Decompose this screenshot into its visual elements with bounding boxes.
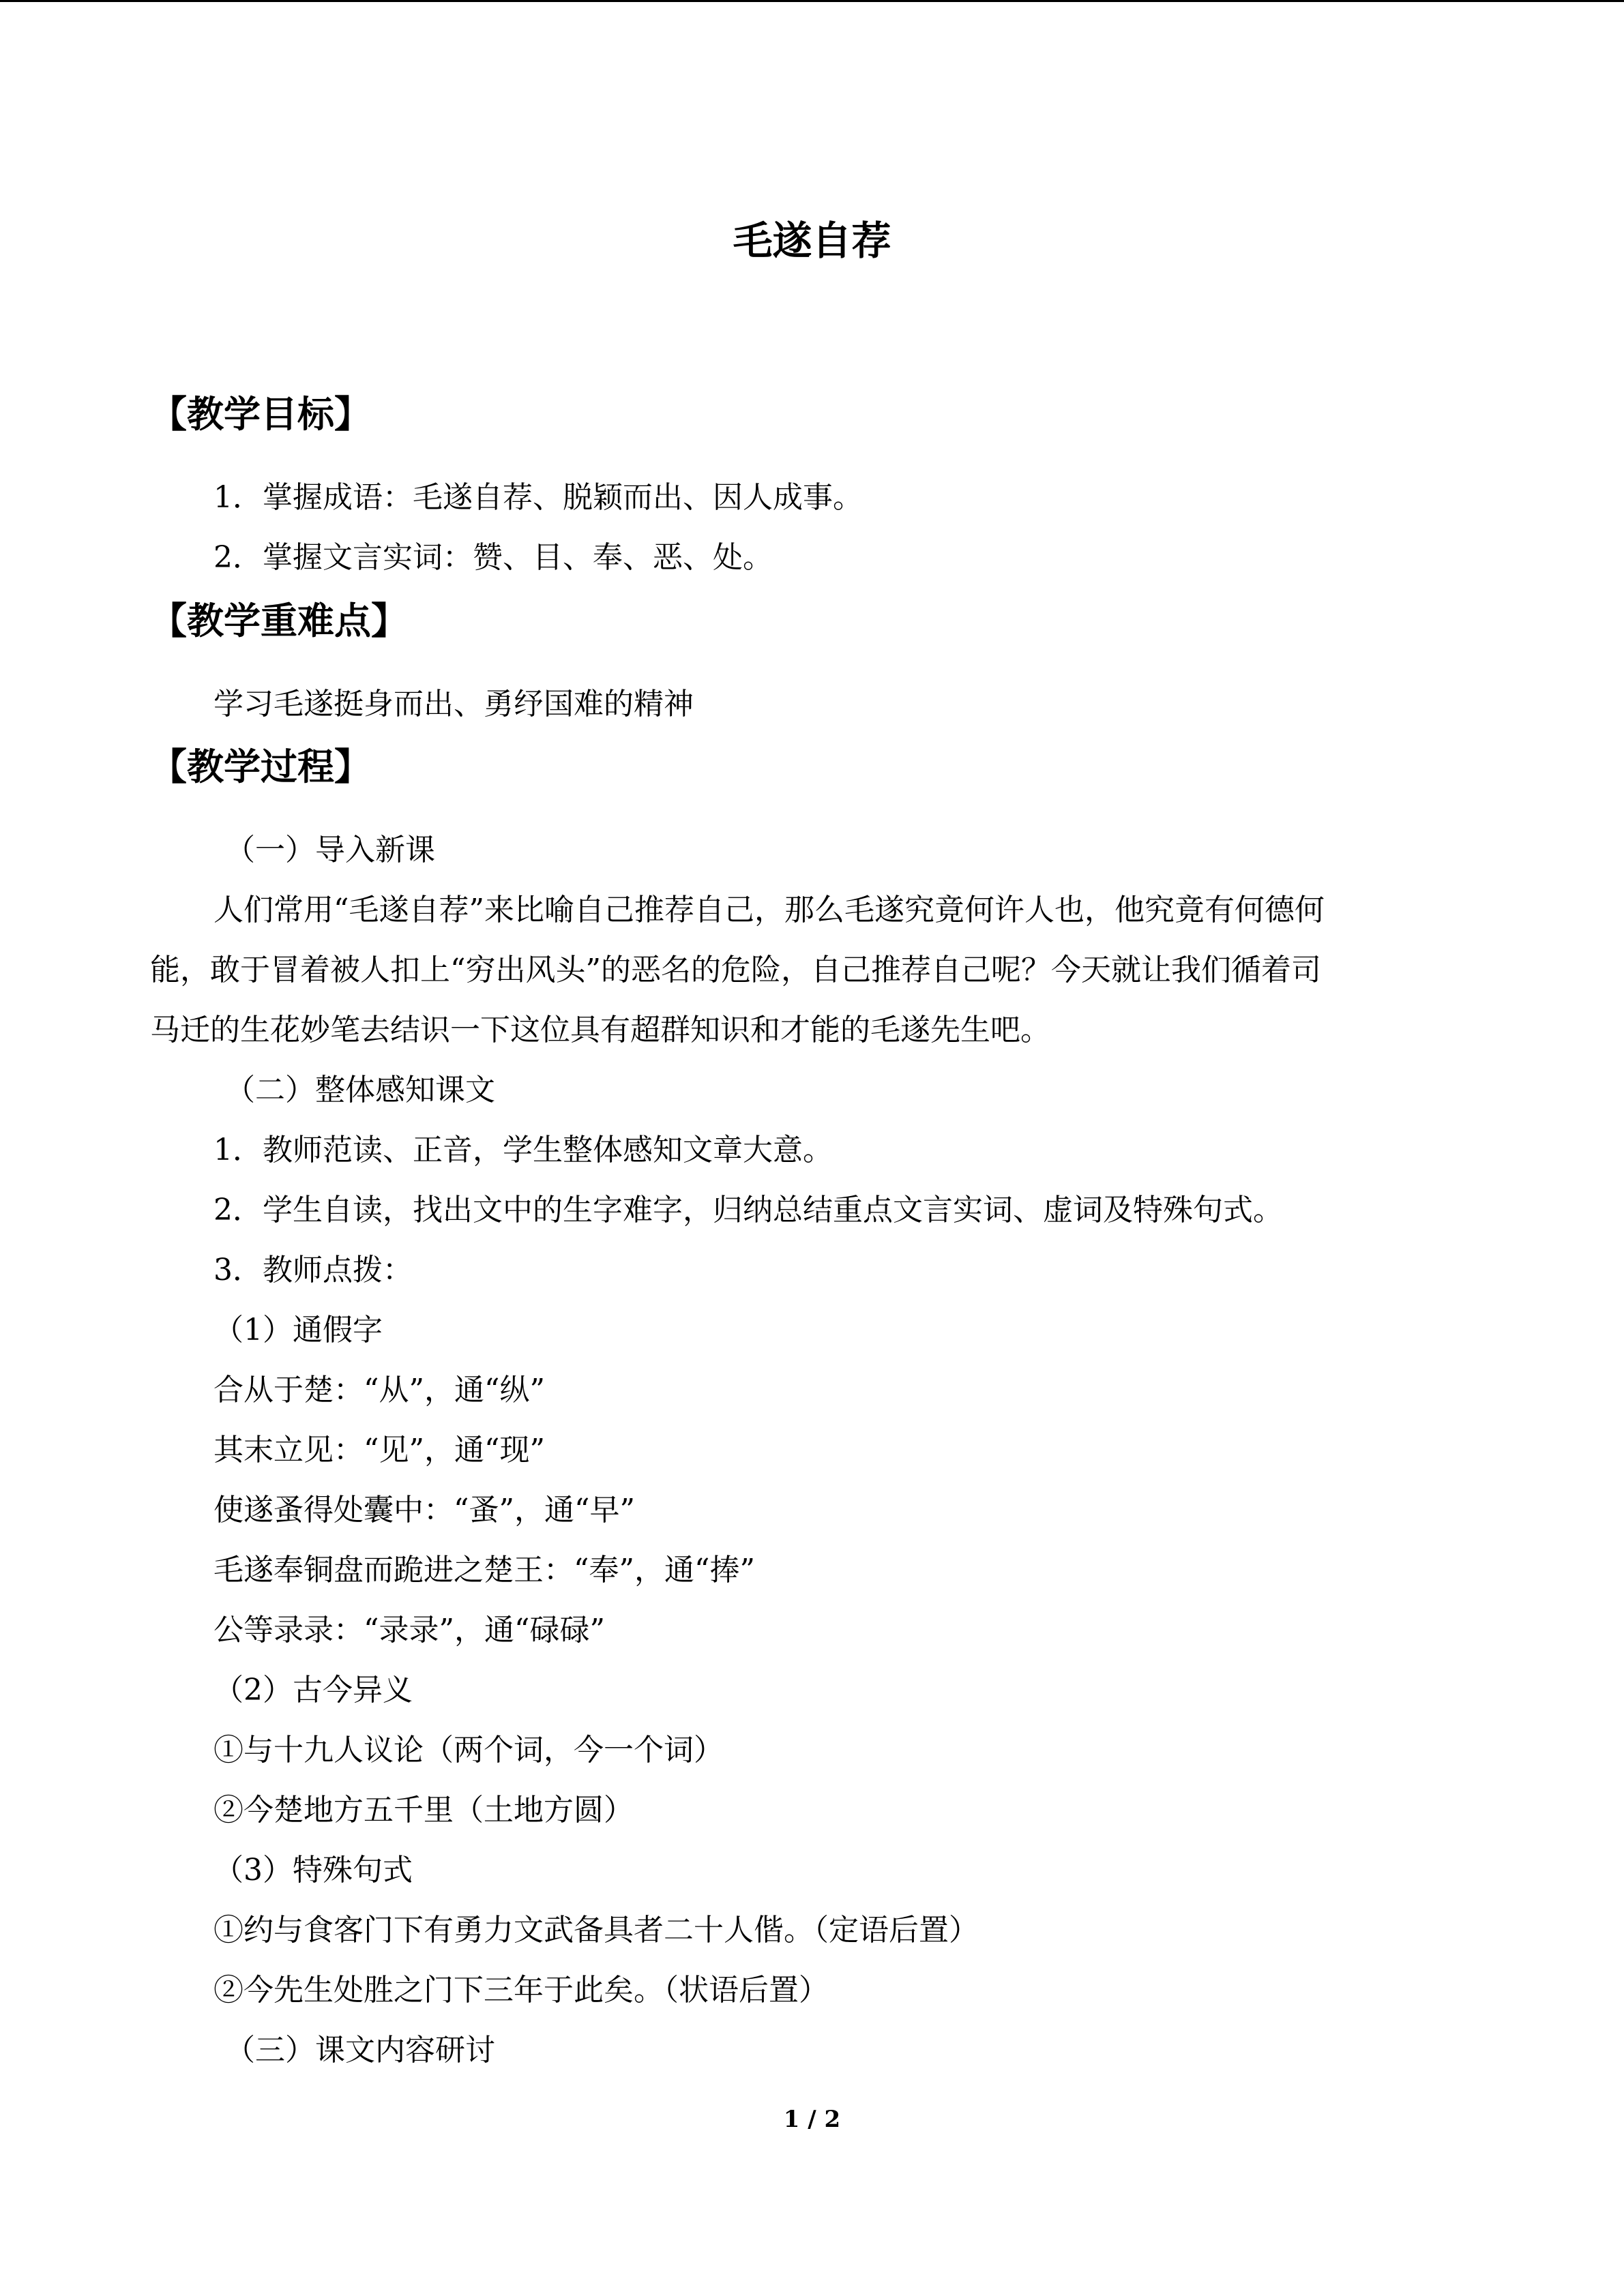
overview-step-1: 1．教师范读、正音，学生整体感知文章大意。 bbox=[213, 1133, 833, 1167]
subheading-tongjiazi: （1）通假字 bbox=[213, 1313, 383, 1347]
objective-item-1: 1．掌握成语：毛遂自荐、脱颖而出、因人成事。 bbox=[213, 480, 863, 515]
intro-paragraph-line-3: 马迁的生花妙笔去结识一下这位具有超群知识和才能的毛遂先生吧。 bbox=[150, 1013, 1050, 1047]
process-subheading-discussion: （三）课文内容研讨 bbox=[225, 2033, 495, 2068]
document-title: 毛遂自荐 bbox=[733, 218, 891, 264]
subheading-gujin-yiyi: （2）古今异义 bbox=[213, 1673, 413, 1708]
tongjiazi-item-2: 其末立见：“见”，通“现” bbox=[213, 1433, 545, 1467]
subheading-special-sentences: （3）特殊句式 bbox=[213, 1853, 413, 1888]
section-heading-objectives: 【教学目标】 bbox=[150, 393, 371, 436]
section-heading-key-points: 【教学重难点】 bbox=[150, 599, 408, 642]
process-subheading-overview: （二）整体感知课文 bbox=[225, 1073, 495, 1107]
objective-item-2: 2．掌握文言实词：赞、目、奉、恶、处。 bbox=[213, 540, 773, 575]
overview-step-3: 3．教师点拨： bbox=[213, 1253, 413, 1287]
gujin-yiyi-item-2: ②今楚地方五千里（土地方圆） bbox=[213, 1793, 634, 1828]
gujin-yiyi-item-1: ①与十九人议论（两个词，今一个词） bbox=[213, 1733, 724, 1768]
intro-paragraph-line-2: 能，敢于冒着被人扣上“穷出风头”的恶名的危险，自己推荐自己呢？今天就让我们循着司 bbox=[150, 953, 1321, 987]
process-subheading-intro: （一）导入新课 bbox=[225, 833, 435, 867]
special-sentence-item-1: ①约与食客门下有勇力文武备具者二十人偕。（定语后置） bbox=[213, 1913, 979, 1948]
tongjiazi-item-3: 使遂蚤得处囊中：“蚤”，通“早” bbox=[213, 1493, 635, 1527]
intro-paragraph-line-1: 人们常用“毛遂自荐”来比喻自己推荐自己，那么毛遂究竟何许人也，他究竟有何德何 bbox=[213, 893, 1325, 927]
special-sentence-item-2: ②今先生处胜之门下三年于此矣。（状语后置） bbox=[213, 1973, 829, 2008]
overview-step-2: 2．学生自读，找出文中的生字难字，归纳总结重点文言实词、虚词及特殊句式。 bbox=[213, 1193, 1283, 1227]
section-heading-process: 【教学过程】 bbox=[150, 745, 371, 788]
tongjiazi-item-4: 毛遂奉铜盘而跪进之楚王：“奉”，通“捧” bbox=[213, 1553, 755, 1587]
tongjiazi-item-5: 公等录录：“录录”，通“碌碌” bbox=[213, 1613, 605, 1648]
page-number: 1 / 2 bbox=[783, 2106, 841, 2133]
tongjiazi-item-1: 合从于楚：“从”，通“纵” bbox=[213, 1373, 545, 1407]
key-point-text: 学习毛遂挺身而出、勇纾国难的精神 bbox=[213, 687, 694, 721]
